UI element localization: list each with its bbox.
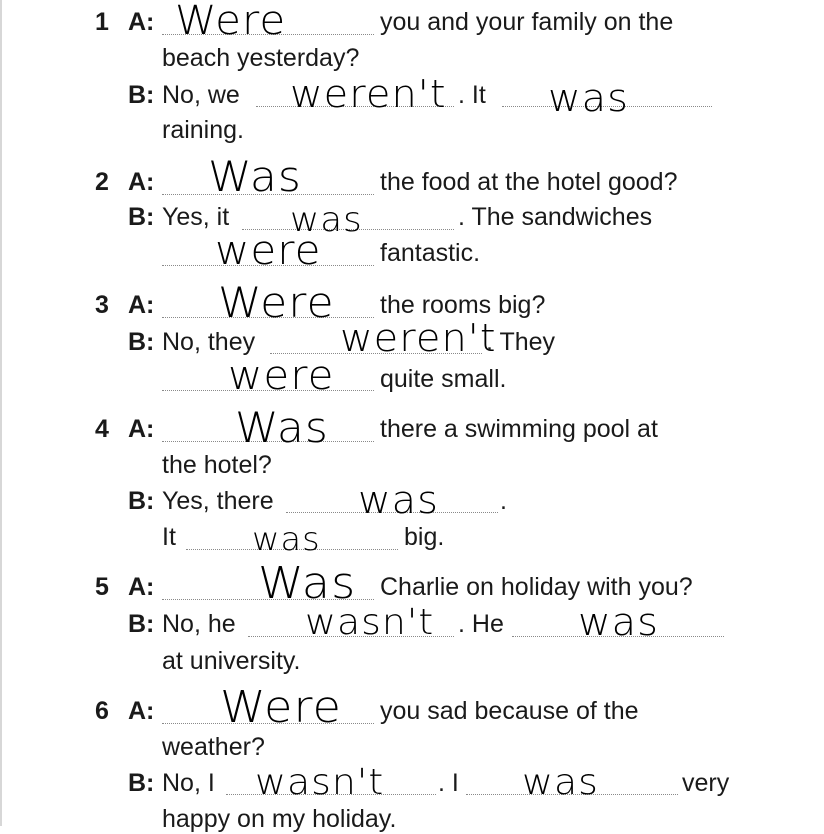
handwritten-answer: Were	[220, 682, 343, 733]
item-number: 6	[95, 697, 109, 725]
handwritten-answer: Was	[258, 558, 357, 609]
handwritten-answer: were	[215, 228, 322, 274]
response-text: No, they	[162, 328, 256, 356]
question-text: the food at the hotel good?	[380, 168, 678, 196]
response-text: . He	[458, 610, 504, 638]
speaker-a-label: A:	[128, 291, 155, 319]
speaker-a-label: A:	[128, 8, 155, 36]
speaker-b-label: B:	[128, 203, 155, 231]
handwritten-answer: was	[290, 200, 363, 240]
speaker-b-label: B:	[128, 769, 155, 797]
question-text: there a swimming pool at	[380, 415, 658, 443]
question-text-continued: the hotel?	[162, 451, 272, 479]
speaker-a-label: A:	[128, 168, 155, 196]
item-number: 5	[95, 573, 109, 601]
response-text: No, we	[162, 81, 240, 109]
handwritten-answer: was	[522, 762, 599, 803]
response-text: . I	[438, 769, 459, 797]
handwritten-answer: was	[578, 600, 660, 644]
question-text: the rooms big?	[380, 291, 546, 319]
speaker-b-label: B:	[128, 81, 155, 109]
response-text: quite small.	[380, 365, 507, 393]
item-number: 2	[95, 168, 109, 196]
handwritten-answer: Was	[235, 403, 329, 452]
handwritten-answer: was	[358, 478, 440, 522]
speaker-a-label: A:	[128, 573, 155, 601]
speaker-a-label: A:	[128, 697, 155, 725]
speaker-b-label: B:	[128, 328, 155, 356]
response-text-continued: happy on my holiday.	[162, 805, 397, 833]
speaker-a-label: A:	[128, 415, 155, 443]
response-text: . It	[458, 81, 486, 109]
response-text: very	[682, 769, 730, 797]
response-text: No, I	[162, 769, 215, 797]
question-text: you sad because of the	[380, 697, 639, 725]
response-text: Yes, there	[162, 487, 274, 515]
question-text: you and your family on the	[380, 8, 674, 36]
question-text: Charlie on holiday with you?	[380, 573, 693, 601]
response-text: . They	[486, 328, 556, 356]
speaker-b-label: B:	[128, 610, 155, 638]
handwritten-answer: was	[548, 76, 630, 120]
handwritten-answer: Were	[175, 0, 287, 44]
response-text-continued: raining.	[162, 116, 244, 144]
handwritten-answer: wasn't	[305, 602, 435, 643]
question-text-continued: beach yesterday?	[162, 44, 360, 72]
item-number: 1	[95, 8, 109, 36]
handwritten-answer: was	[252, 520, 321, 558]
response-text: No, he	[162, 610, 236, 638]
speaker-b-label: B:	[128, 487, 155, 515]
item-number: 3	[95, 291, 109, 319]
handwritten-answer: wasn't	[255, 762, 385, 803]
response-text: fantastic.	[380, 239, 481, 267]
response-text: .	[500, 487, 507, 515]
response-text: Yes, it	[162, 203, 230, 231]
handwritten-answer: were	[228, 353, 335, 399]
handwritten-answer: Was	[208, 152, 302, 201]
item-number: 4	[95, 415, 109, 443]
response-text: . The sandwiches	[458, 203, 653, 231]
handwritten-answer: Were	[218, 278, 335, 327]
response-text-continued: at university.	[162, 647, 301, 675]
handwritten-answer: weren't	[290, 72, 447, 116]
response-text: It	[162, 523, 176, 551]
handwritten-answer: weren't	[340, 316, 497, 360]
question-text-continued: weather?	[162, 733, 265, 761]
page-left-edge	[0, 0, 2, 826]
response-text: big.	[404, 523, 445, 551]
